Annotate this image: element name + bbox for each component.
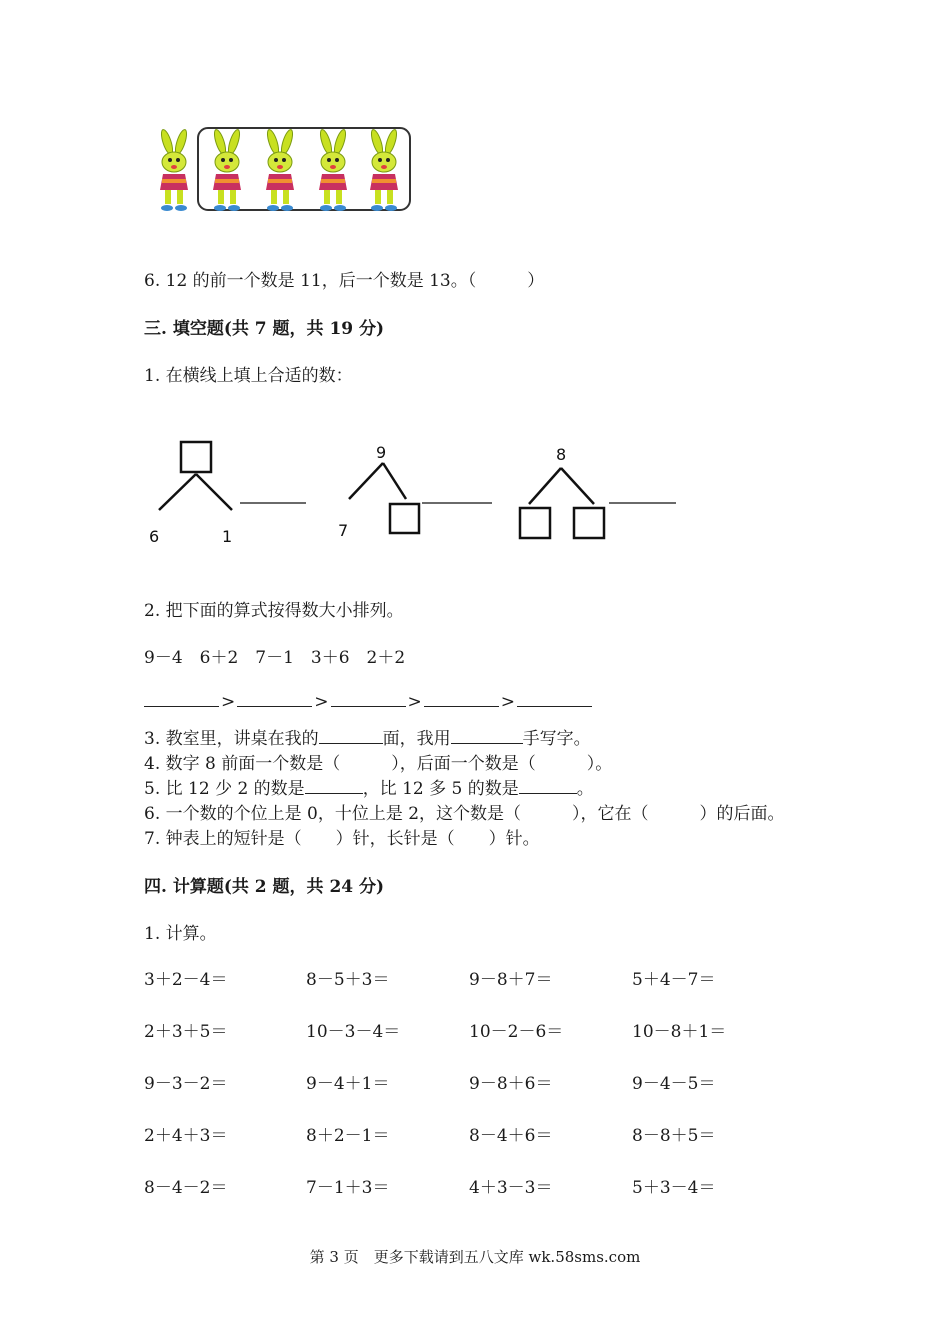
- split-diagram-2: [349, 463, 492, 533]
- diagram1-right-number: 1: [222, 527, 233, 546]
- calc-item: 2＋3＋5＝: [144, 1022, 228, 1042]
- order-blank-1[interactable]: [144, 690, 219, 707]
- calc-item: 9－3－2＝: [144, 1074, 228, 1094]
- calc-item: 8－5＋3＝: [306, 970, 390, 990]
- calc-item: 9－4－5＝: [632, 1074, 716, 1094]
- calc-item: 5＋3－4＝: [632, 1178, 716, 1198]
- calc-item: 8＋2－1＝: [306, 1126, 390, 1146]
- fill-question-7: 7. 钟表上的短针是（ ）针，长针是（ ）针。: [144, 829, 540, 849]
- q3-text-c: 手写字。: [522, 729, 591, 749]
- fill-question-3: [144, 724, 591, 749]
- calc-item: 9－4＋1＝: [306, 1074, 390, 1094]
- order-blank-2[interactable]: [237, 690, 312, 707]
- calc-item: 5＋4－7＝: [632, 970, 716, 990]
- q5-blank-2[interactable]: [519, 777, 577, 794]
- fill-question-5: [144, 774, 594, 799]
- calc-item: 8－4－2＝: [144, 1178, 228, 1198]
- order-blank-4[interactable]: [424, 690, 499, 707]
- calc-question-1: 1. 计算。: [144, 924, 217, 944]
- fill-question-4: 4. 数字 8 前面一个数是（ ），后面一个数是（ ）。: [144, 754, 613, 774]
- calc-item: 8－4＋6＝: [469, 1126, 553, 1146]
- fill-question-6: 6. 一个数的个位上是 0，十位上是 2，这个数是（ ），它在（ ）的后面。: [144, 804, 785, 824]
- calc-item: 9－8＋6＝: [469, 1074, 553, 1094]
- judge-question-6: 6. 12 的前一个数是 11，后一个数是 13。（ ）: [144, 271, 545, 291]
- q5-text-a: 5. 比 12 少 2 的数是: [144, 779, 305, 799]
- rabbits-illustration: [140, 122, 420, 218]
- q3-text-a: 3. 教室里，讲桌在我的: [144, 729, 319, 749]
- calc-item: 9－8＋7＝: [469, 970, 553, 990]
- section-4-title: 四. 计算题(共 2 题，共 24 分): [144, 877, 385, 897]
- calc-item: 8－8＋5＝: [632, 1126, 716, 1146]
- fill-question-2: 2. 把下面的算式按得数大小排列。: [144, 601, 404, 621]
- q3-blank-2[interactable]: [451, 727, 523, 744]
- greater-than-sign: >: [407, 692, 422, 712]
- diagram2-top-number: 9: [376, 443, 387, 462]
- split-diagram-3: [520, 468, 676, 538]
- calc-item: 7－1＋3＝: [306, 1178, 390, 1198]
- section-3-title: 三. 填空题(共 7 题，共 19 分): [144, 319, 385, 339]
- page-footer: 第 3 页 更多下载请到五八文库 wk.58sms.com: [309, 1248, 641, 1266]
- order-blank-3[interactable]: [331, 690, 406, 707]
- diagram3-top-number: 8: [556, 445, 567, 464]
- q5-text-c: 。: [576, 779, 594, 799]
- expression-list: 9－4 6＋2 7－1 3＋6 2＋2: [144, 648, 406, 668]
- calc-item: 10－3－4＝: [306, 1022, 401, 1042]
- diagram1-left-number: 6: [149, 527, 160, 546]
- q3-text-b: 面，我用: [382, 729, 451, 749]
- greater-than-sign: >: [314, 692, 329, 712]
- fill-question-1: 1. 在横线上填上合适的数：: [144, 366, 353, 386]
- q3-blank-1[interactable]: [319, 727, 383, 744]
- q5-blank-1[interactable]: [305, 777, 363, 794]
- calc-item: 10－8＋1＝: [632, 1022, 727, 1042]
- order-blank-5[interactable]: [517, 690, 592, 707]
- calc-item: 3＋2－4＝: [144, 970, 228, 990]
- split-diagram-1: [159, 442, 306, 510]
- calc-item: 10－2－6＝: [469, 1022, 564, 1042]
- greater-than-sign: >: [500, 692, 515, 712]
- greater-than-sign: >: [221, 692, 236, 712]
- number-split-diagrams: [140, 436, 700, 556]
- q5-text-b: ，比 12 多 5 的数是: [362, 779, 519, 799]
- diagram2-left-number: 7: [338, 521, 349, 540]
- calc-item: 2＋4＋3＝: [144, 1126, 228, 1146]
- ordering-blanks: [144, 690, 592, 712]
- calc-item: 4＋3－3＝: [469, 1178, 553, 1198]
